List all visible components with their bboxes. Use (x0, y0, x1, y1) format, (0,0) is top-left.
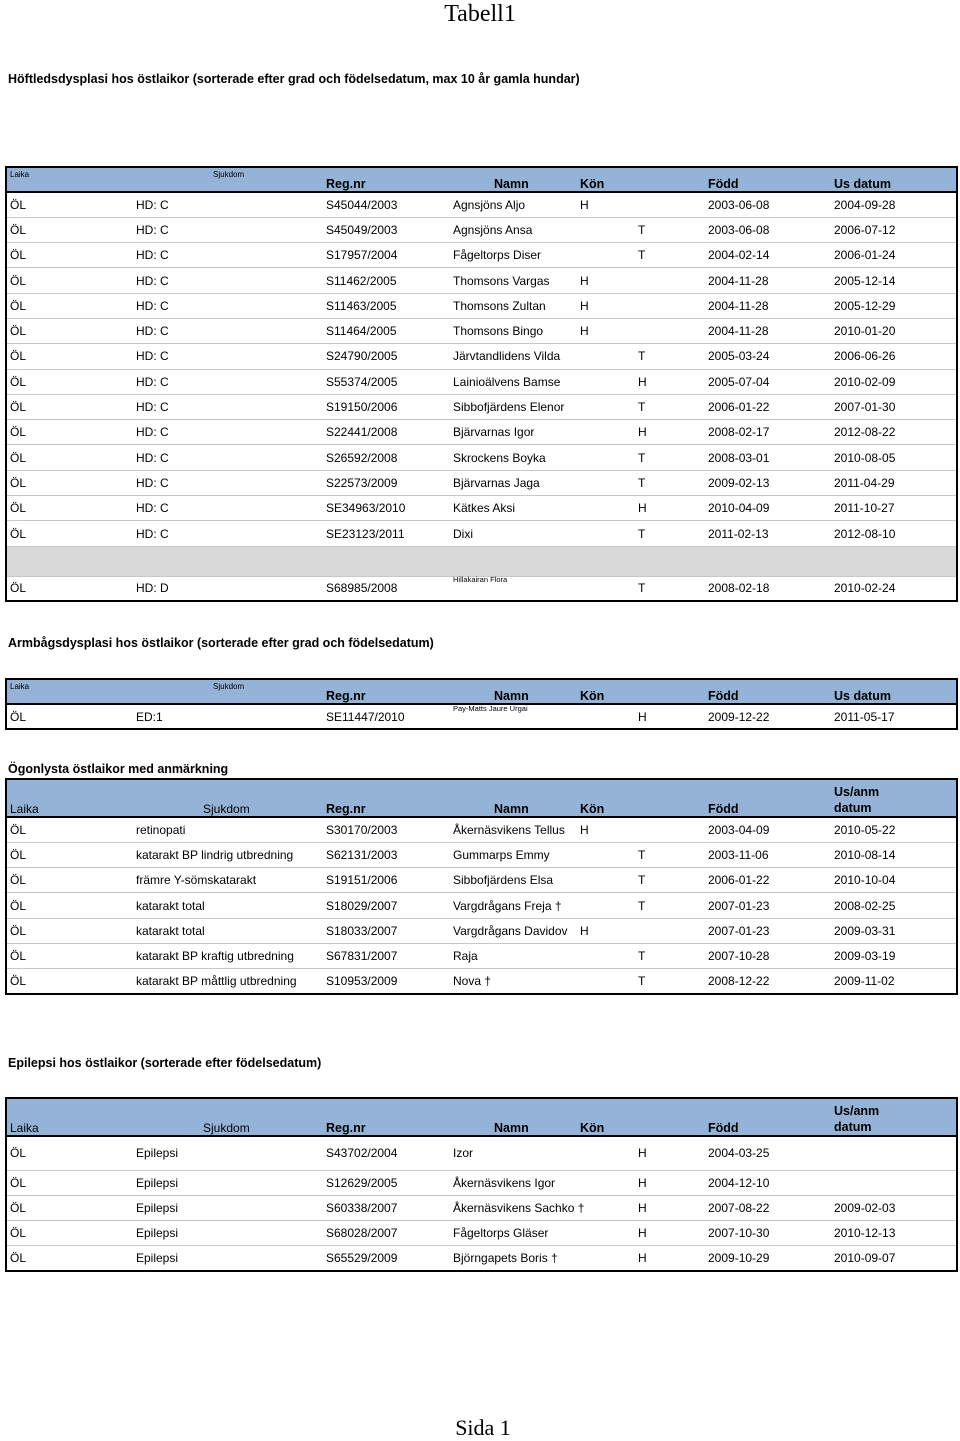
cell-kon-h (577, 420, 635, 445)
table-row (6, 394, 957, 419)
cell-regnr: S68985/2008 (323, 576, 450, 601)
cell-usdatum: 2004-09-28 (831, 192, 957, 217)
ed-row (6, 704, 957, 729)
cell-sjukdom: katarakt total (133, 893, 323, 918)
cell-regnr: S12629/2005 (323, 1170, 450, 1195)
cell-regnr: S43702/2004 (323, 1136, 450, 1170)
cell-namn: Kätkes Aksi (450, 496, 577, 521)
cell-fodd: 2004-12-10 (705, 1170, 831, 1195)
cell-fodd: 2003-04-09 (705, 817, 831, 842)
cell-regnr: S18033/2007 (323, 918, 450, 943)
cell-sjukdom: retinopati (133, 817, 323, 842)
cell-sjukdom: HD: C (133, 369, 323, 394)
cell-fodd: 2009-02-13 (705, 470, 831, 495)
cell-usdatum: 2008-02-25 (831, 893, 957, 918)
cell-usdatum: 2010-02-09 (831, 369, 957, 394)
cell-kon-h (577, 344, 635, 369)
cell-namn: Thomsons Bingo (450, 318, 577, 343)
cell-kon-h: H (577, 192, 635, 217)
ed-section-title: Armbågsdysplasi hos östlaikor (sorterade efter grad och födelsedatum) (8, 636, 434, 650)
eye-table (5, 778, 958, 995)
cell-kon-t: H (635, 704, 705, 729)
cell-fodd: 2004-11-28 (705, 268, 831, 293)
header-namn: Namn (450, 679, 577, 704)
cell-laika: ÖL (6, 1195, 133, 1220)
hd-section-title: Höftledsdysplasi hos östlaikor (sorterade efter grad och födelsedatum, max 10 år gamla hundar) (8, 72, 580, 86)
header-kon: Kön (577, 1098, 705, 1136)
cell-regnr: S18029/2007 (323, 893, 450, 918)
cell-kon-h (577, 521, 635, 546)
cell-kon-t (635, 817, 705, 842)
page-title: Tabell1 (444, 1, 516, 27)
cell-regnr: S17957/2004 (323, 243, 450, 268)
header-usdatum: Us datum (831, 679, 957, 704)
cell-fodd: 2008-12-22 (705, 969, 831, 994)
header-kon: Kön (577, 779, 705, 817)
cell-usdatum: 2009-02-03 (831, 1195, 957, 1220)
cell-usdatum: 2006-06-26 (831, 344, 957, 369)
header-usanm: Us/anm (834, 785, 880, 799)
cell-fodd: 2003-11-06 (705, 842, 831, 867)
cell-sjukdom: katarakt BP lindrig utbredning (133, 842, 323, 867)
cell-namn: Lainioälvens Bamse (450, 369, 577, 394)
cell-usdatum: 2010-08-14 (831, 842, 957, 867)
page-footer: Sida 1 (455, 1415, 511, 1440)
hd-d-row (6, 576, 957, 601)
header-laika: Laika (6, 679, 133, 704)
cell-fodd: 2004-11-28 (705, 318, 831, 343)
header-kon: Kön (577, 167, 705, 192)
cell-namn: Åkernäsvikens Tellus (450, 817, 577, 842)
cell-usdatum: 2012-08-22 (831, 420, 957, 445)
cell-laika: ÖL (6, 969, 133, 994)
cell-laika: ÖL (6, 521, 133, 546)
cell-sjukdom: HD: C (133, 394, 323, 419)
cell-sjukdom: HD: C (133, 496, 323, 521)
eye-section-title: Ögonlysta östlaikor med anmärkning (8, 762, 229, 776)
table-row (6, 943, 957, 968)
cell-sjukdom: HD: C (133, 445, 323, 470)
cell-regnr: S11462/2005 (323, 268, 450, 293)
cell-fodd: 2005-03-24 (705, 344, 831, 369)
hd-table (5, 166, 958, 602)
cell-regnr: S19151/2006 (323, 868, 450, 893)
cell-namn: Bjärvarnas Jaga (450, 470, 577, 495)
cell-sjukdom: HD: C (133, 420, 323, 445)
cell-kon-h (577, 369, 635, 394)
cell-usdatum: 2007-01-30 (831, 394, 957, 419)
cell-fodd: 2007-08-22 (705, 1195, 831, 1220)
cell-regnr: S45049/2003 (323, 217, 450, 242)
cell-namn: Björngapets Boris † (450, 1246, 577, 1271)
cell-sjukdom: katarakt BP måttlig utbredning (133, 969, 323, 994)
cell-kon-t: T (635, 243, 705, 268)
cell-kon-t: T (635, 943, 705, 968)
cell-fodd: 2003-06-08 (705, 217, 831, 242)
cell-namn: Vargdrågans Davidov (450, 918, 577, 943)
cell-usdatum: 2011-04-29 (831, 470, 957, 495)
cell-regnr: S67831/2007 (323, 943, 450, 968)
cell-kon-h (577, 576, 635, 601)
cell-fodd: 2006-01-22 (705, 868, 831, 893)
cell-laika: ÖL (6, 344, 133, 369)
cell-regnr: S45044/2003 (323, 192, 450, 217)
cell-kon-h (577, 1170, 635, 1195)
cell-namn: Sibbofjärdens Elenor (450, 394, 577, 419)
cell-kon-h: H (577, 268, 635, 293)
cell-kon-t: T (635, 470, 705, 495)
cell-kon-h: H (577, 918, 635, 943)
table-row (6, 369, 957, 394)
cell-kon-t: T (635, 576, 705, 601)
header-namn: Namn (450, 779, 577, 817)
cell-laika: ÖL (6, 943, 133, 968)
cell-laika: ÖL (6, 893, 133, 918)
table-row (6, 1136, 957, 1170)
table-row (6, 969, 957, 994)
cell-laika: ÖL (6, 318, 133, 343)
cell-regnr: S22573/2009 (323, 470, 450, 495)
table-row (6, 842, 957, 867)
table-row (6, 420, 957, 445)
cell-namn: Agnsjöns Aljo (450, 192, 577, 217)
cell-sjukdom: HD: C (133, 268, 323, 293)
cell-namn: Thomsons Zultan (450, 293, 577, 318)
cell-namn: Vargdrågans Freja † (450, 893, 577, 918)
cell-namn: Åkernäsvikens Sachko † (450, 1195, 577, 1220)
cell-namn: Bjärvarnas Igor (450, 420, 577, 445)
cell-fodd: 2007-10-28 (705, 943, 831, 968)
cell-kon-h: H (577, 318, 635, 343)
header-datum: datum (834, 801, 872, 815)
cell-sjukdom: HD: C (133, 217, 323, 242)
cell-sjukdom: HD: C (133, 470, 323, 495)
cell-namn: Hillakairan Flora (453, 575, 508, 585)
cell-kon-t: T (635, 893, 705, 918)
epi-table (5, 1097, 958, 1272)
cell-laika: ÖL (6, 868, 133, 893)
cell-sjukdom: Epilepsi (133, 1221, 323, 1246)
cell-usdatum: 2011-10-27 (831, 496, 957, 521)
cell-kon-h (577, 1195, 635, 1220)
cell-usdatum: 2009-03-19 (831, 943, 957, 968)
cell-sjukdom: HD: C (133, 318, 323, 343)
header-usdatum: Us datum (831, 167, 957, 192)
cell-kon-t (635, 268, 705, 293)
cell-fodd: 2009-10-29 (705, 1246, 831, 1271)
cell-namn: Nova † (450, 969, 577, 994)
table-row (6, 817, 957, 842)
cell-namn: Fågeltorps Diser (450, 243, 577, 268)
cell-namn: Pay-Matts Jaure Urgai (453, 703, 528, 713)
cell-kon-t: T (635, 217, 705, 242)
cell-sjukdom: HD: D (133, 576, 323, 601)
table-row (6, 192, 957, 217)
cell-kon-h (577, 704, 635, 729)
cell-usdatum: 2011-05-17 (831, 704, 957, 729)
cell-usdatum: 2010-08-05 (831, 445, 957, 470)
header-usanm: Us/anm (834, 1104, 880, 1118)
cell-kon-t (635, 918, 705, 943)
cell-sjukdom: HD: C (133, 243, 323, 268)
cell-regnr: S65529/2009 (323, 1246, 450, 1271)
cell-kon-h (577, 394, 635, 419)
cell-kon-t (635, 318, 705, 343)
cell-fodd: 2004-11-28 (705, 293, 831, 318)
cell-sjukdom: ED:1 (133, 704, 323, 729)
cell-laika: ÖL (6, 1221, 133, 1246)
cell-kon-h (577, 470, 635, 495)
cell-namn: Dixi (450, 521, 577, 546)
cell-laika: ÖL (6, 918, 133, 943)
header-laika: Laika (6, 167, 133, 192)
epi-header-row (6, 1098, 957, 1136)
header-regnr: Reg.nr (323, 779, 450, 817)
cell-usdatum: 2006-07-12 (831, 217, 957, 242)
cell-kon-h (577, 1136, 635, 1170)
cell-usdatum (831, 1170, 957, 1195)
cell-laika: ÖL (6, 496, 133, 521)
cell-fodd: 2009-12-22 (705, 704, 831, 729)
header-kon: Kön (577, 679, 705, 704)
cell-sjukdom: HD: C (133, 344, 323, 369)
cell-usdatum: 2010-01-20 (831, 318, 957, 343)
cell-namn: Skrockens Boyka (450, 445, 577, 470)
cell-kon-t: H (635, 420, 705, 445)
header-fodd: Född (705, 1098, 831, 1136)
cell-kon-h (577, 868, 635, 893)
cell-regnr: SE34963/2010 (323, 496, 450, 521)
cell-sjukdom: katarakt total (133, 918, 323, 943)
table-row (6, 268, 957, 293)
table-row (6, 470, 957, 495)
cell-fodd: 2007-01-23 (705, 918, 831, 943)
cell-kon-h (577, 893, 635, 918)
cell-kon-t: T (635, 868, 705, 893)
cell-fodd: 2004-02-14 (705, 243, 831, 268)
cell-kon-h (577, 1221, 635, 1246)
cell-kon-t: H (635, 1246, 705, 1271)
cell-usdatum: 2006-01-24 (831, 243, 957, 268)
cell-laika: ÖL (6, 445, 133, 470)
cell-usdatum: 2010-10-04 (831, 868, 957, 893)
table-row (6, 893, 957, 918)
cell-namn: Gummarps Emmy (450, 842, 577, 867)
table-row (6, 445, 957, 470)
header-fodd: Född (705, 779, 831, 817)
cell-kon-t: H (635, 1221, 705, 1246)
hd-header-row (6, 167, 957, 192)
cell-laika: ÖL (6, 576, 133, 601)
cell-kon-t: T (635, 521, 705, 546)
cell-namn: Agnsjöns Ansa (450, 217, 577, 242)
cell-laika: ÖL (6, 192, 133, 217)
cell-kon-t (635, 192, 705, 217)
cell-namn: Raja (450, 943, 577, 968)
cell-laika: ÖL (6, 1246, 133, 1271)
table-row (6, 1221, 957, 1246)
cell-regnr: S11464/2005 (323, 318, 450, 343)
cell-kon-h (577, 1246, 635, 1271)
cell-sjukdom: Epilepsi (133, 1195, 323, 1220)
cell-fodd: 2007-10-30 (705, 1221, 831, 1246)
header-laika: Laika (6, 1098, 133, 1136)
cell-laika: ÖL (6, 704, 133, 729)
cell-laika: ÖL (6, 842, 133, 867)
cell-kon-h: H (577, 293, 635, 318)
cell-regnr: S68028/2007 (323, 1221, 450, 1246)
header-namn: Namn (450, 167, 577, 192)
cell-namn: Thomsons Vargas (450, 268, 577, 293)
cell-regnr: S11463/2005 (323, 293, 450, 318)
cell-laika: ÖL (6, 217, 133, 242)
cell-laika: ÖL (6, 369, 133, 394)
cell-sjukdom: katarakt BP kraftig utbredning (133, 943, 323, 968)
cell-laika: ÖL (6, 420, 133, 445)
cell-regnr: S22441/2008 (323, 420, 450, 445)
table-row (6, 1195, 957, 1220)
cell-fodd: 2011-02-13 (705, 521, 831, 546)
header-sjukdom: Sjukdom (133, 167, 323, 192)
cell-kon-h (577, 842, 635, 867)
table-row (6, 521, 957, 546)
cell-laika: ÖL (6, 1170, 133, 1195)
cell-kon-h: H (577, 817, 635, 842)
cell-sjukdom: HD: C (133, 293, 323, 318)
cell-laika: ÖL (6, 268, 133, 293)
cell-kon-t: H (635, 369, 705, 394)
cell-usdatum: 2012-08-10 (831, 521, 957, 546)
cell-sjukdom: Epilepsi (133, 1246, 323, 1271)
header-sjukdom: Sjukdom (133, 1098, 323, 1136)
cell-usdatum: 2010-05-22 (831, 817, 957, 842)
cell-laika: ÖL (6, 470, 133, 495)
table-row (6, 868, 957, 893)
header-sjukdom: Sjukdom (133, 679, 323, 704)
cell-sjukdom: Epilepsi (133, 1136, 323, 1170)
cell-kon-t: H (635, 1136, 705, 1170)
cell-regnr: S55374/2005 (323, 369, 450, 394)
cell-usdatum: 2009-03-31 (831, 918, 957, 943)
cell-usdatum: 2005-12-29 (831, 293, 957, 318)
cell-regnr: S26592/2008 (323, 445, 450, 470)
ed-header-row (6, 679, 957, 704)
cell-fodd: 2004-03-25 (705, 1136, 831, 1170)
cell-namn: Åkernäsvikens Igor (450, 1170, 577, 1195)
cell-laika: ÖL (6, 1136, 133, 1170)
separator-row (6, 546, 957, 576)
epi-section-title: Epilepsi hos östlaikor (sorterade efter födelsedatum) (8, 1056, 322, 1070)
cell-usdatum: 2010-09-07 (831, 1246, 957, 1271)
cell-fodd: 2008-03-01 (705, 445, 831, 470)
header-laika: Laika (6, 779, 133, 817)
cell-kon-t: T (635, 445, 705, 470)
cell-kon-h (577, 969, 635, 994)
cell-usdatum (831, 1136, 957, 1170)
header-regnr: Reg.nr (323, 167, 450, 192)
cell-sjukdom: Epilepsi (133, 1170, 323, 1195)
cell-laika: ÖL (6, 394, 133, 419)
cell-kon-t: H (635, 1195, 705, 1220)
cell-kon-t: T (635, 344, 705, 369)
header-fodd: Född (705, 679, 831, 704)
table-row (6, 918, 957, 943)
table-row (6, 1246, 957, 1271)
header-datum: datum (834, 1120, 872, 1134)
cell-namn: Sibbofjärdens Elsa (450, 868, 577, 893)
cell-regnr: S10953/2009 (323, 969, 450, 994)
table-row (6, 496, 957, 521)
table-row (6, 318, 957, 343)
header-regnr: Reg.nr (323, 1098, 450, 1136)
cell-kon-h (577, 496, 635, 521)
cell-laika: ÖL (6, 293, 133, 318)
cell-kon-t: T (635, 394, 705, 419)
table-row (6, 344, 957, 369)
cell-fodd: 2010-04-09 (705, 496, 831, 521)
cell-usdatum: 2010-02-24 (831, 576, 957, 601)
cell-regnr: SE11447/2010 (323, 704, 450, 729)
cell-fodd: 2003-06-08 (705, 192, 831, 217)
cell-kon-h (577, 243, 635, 268)
cell-laika: ÖL (6, 243, 133, 268)
table-row (6, 293, 957, 318)
header-fodd: Född (705, 167, 831, 192)
cell-kon-t: H (635, 496, 705, 521)
cell-kon-t: T (635, 969, 705, 994)
cell-regnr: S60338/2007 (323, 1195, 450, 1220)
cell-regnr: S19150/2006 (323, 394, 450, 419)
header-sjukdom: Sjukdom (133, 779, 323, 817)
cell-usdatum: 2010-12-13 (831, 1221, 957, 1246)
cell-kon-h (577, 943, 635, 968)
eye-header-row (6, 779, 957, 817)
header-namn: Namn (450, 1098, 577, 1136)
cell-sjukdom: HD: C (133, 521, 323, 546)
header-regnr: Reg.nr (323, 679, 450, 704)
cell-laika: ÖL (6, 817, 133, 842)
cell-namn: Järvtandlidens Vilda (450, 344, 577, 369)
table-row (6, 217, 957, 242)
cell-fodd: 2008-02-18 (705, 576, 831, 601)
cell-fodd: 2005-07-04 (705, 369, 831, 394)
cell-namn: Izor (450, 1136, 577, 1170)
cell-regnr: S62131/2003 (323, 842, 450, 867)
cell-usdatum: 2009-11-02 (831, 969, 957, 994)
cell-fodd: 2008-02-17 (705, 420, 831, 445)
cell-regnr: S24790/2005 (323, 344, 450, 369)
table-row (6, 1170, 957, 1195)
ed-table (5, 678, 958, 730)
cell-kon-t: H (635, 1170, 705, 1195)
cell-sjukdom: främre Y-sömskatarakt (133, 868, 323, 893)
cell-regnr: S30170/2003 (323, 817, 450, 842)
cell-kon-h (577, 445, 635, 470)
table-row (6, 243, 957, 268)
cell-kon-h (577, 217, 635, 242)
cell-regnr: SE23123/2011 (323, 521, 450, 546)
cell-fodd: 2006-01-22 (705, 394, 831, 419)
cell-usdatum: 2005-12-14 (831, 268, 957, 293)
cell-sjukdom: HD: C (133, 192, 323, 217)
cell-kon-t (635, 293, 705, 318)
cell-fodd: 2007-01-23 (705, 893, 831, 918)
cell-namn: Fågeltorps Gläser (450, 1221, 577, 1246)
cell-kon-t: T (635, 842, 705, 867)
